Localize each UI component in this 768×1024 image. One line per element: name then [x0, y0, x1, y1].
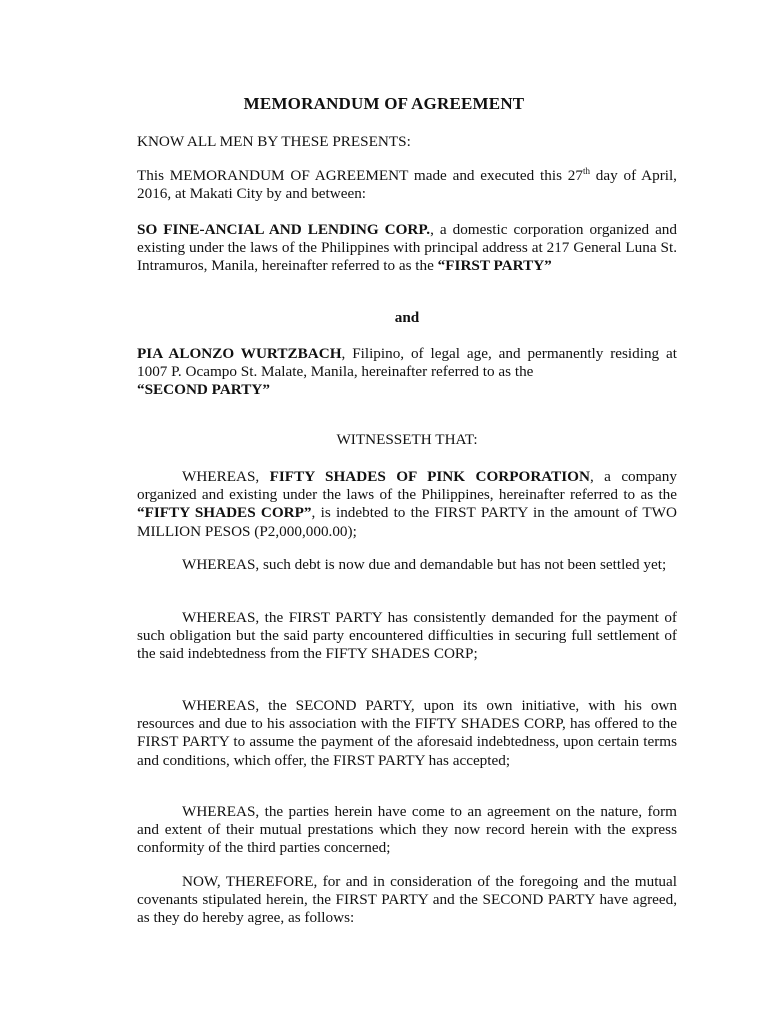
now-therefore-paragraph: NOW, THEREFORE, for and in consideration of the foregoing and the mutual covenants stipulated herein, the FIRST PARTY and the SECOND PARTY have agreed, as they do hereby agree, as follows: [137, 873, 677, 927]
first-party-paragraph [137, 221, 677, 276]
second-party-name: PIA ALONZO WURTZBACH [137, 345, 342, 362]
intro-text-end: day of April, 2016, at Makati City by and between: [137, 167, 677, 203]
whereas-paragraph-5: WHEREAS, the parties herein have come to an agreement on the nature, form and extent of their mutual prestations which they now record herein with the express conformity of the third parties concerned; [137, 803, 677, 857]
whereas-paragraph-4: WHEREAS, the SECOND PARTY, upon its own initiative, with his own resources and due to his association with the FIFTY SHADES CORP, has offered to the FIRST PARTY to assume the payment of the aforesaid indebtedness, upon certain terms and conditions, which offer, the FIRST PARTY has accepted; [137, 697, 677, 769]
whereas-1-lead: WHEREAS, [182, 468, 270, 485]
intro-text: This MEMORANDUM OF AGREEMENT made and executed this 27 [137, 167, 583, 184]
greeting: KNOW ALL MEN BY THESE PRESENTS: [137, 133, 411, 150]
first-party-designation: “FIRST PARTY” [437, 257, 552, 275]
whereas-1-end: , is indebted to the FIRST PARTY in the amount of TWO MILLION PESOS (P2,000,000.00); [137, 504, 677, 540]
witnesseth-heading: WITNESSETH THAT: [336, 431, 478, 448]
whereas-1-company: FIFTY SHADES OF PINK CORPORATION [269, 468, 590, 485]
second-party-designation: “SECOND PARTY” [137, 381, 270, 399]
document-title: MEMORANDUM OF AGREEMENT [243, 94, 525, 113]
whereas-1-middle: , a company organized and existing under the laws of the Philippines, hereinafter referred to as the [137, 468, 677, 504]
second-party-paragraph [137, 345, 677, 400]
and-separator: and [394, 309, 420, 326]
date-superscript: th [582, 166, 590, 176]
intro-paragraph [137, 167, 677, 203]
whereas-1-short-name: “FIFTY SHADES CORP” [137, 504, 312, 522]
second-party-description: , Filipino, of legal age, and permanently residing at 1007 P. Ocampo St. Malate, Manila, hereinafter referred to as the [137, 345, 677, 381]
first-party-name: SO FINE-ANCIAL AND LENDING CORP. [137, 221, 431, 238]
first-party-description: , a domestic corporation organized and existing under the laws of the Philippines with principal address at 217 General Luna St. Intramuros, Manila, hereinafter referred to as the [137, 221, 677, 275]
whereas-paragraph-3: WHEREAS, the FIRST PARTY has consistently demanded for the payment of such obligation but the said party encountered difficulties in securing full settlement of the said indebtedness from the FIFTY SHADES CORP; [137, 609, 677, 663]
whereas-paragraph-1 [137, 468, 677, 541]
whereas-paragraph-2: WHEREAS, such debt is now due and demandable but has not been settled yet; [182, 556, 667, 573]
